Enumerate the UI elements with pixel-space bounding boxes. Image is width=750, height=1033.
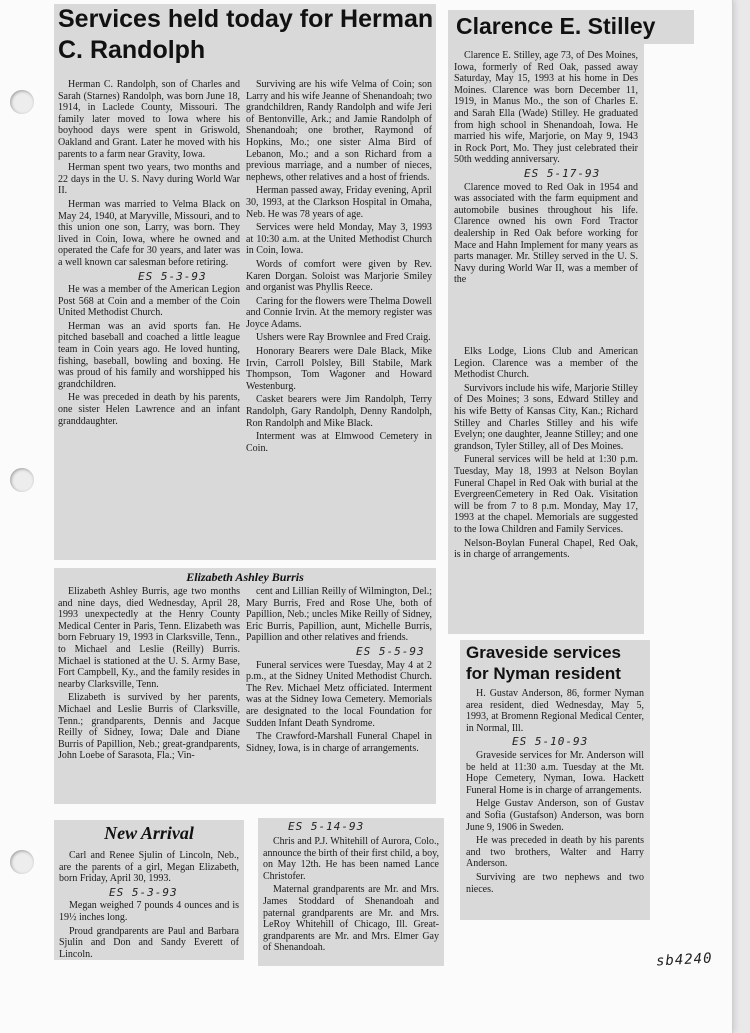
anderson-clipping [460, 640, 650, 920]
handwritten-date-note: ES 5-10-93 [512, 735, 589, 749]
paragraph: Casket bearers were Jim Randolph, Terry Randolph, Gary Randolph, Denny Randolph, Ron Randolph and Mike Black. [246, 394, 432, 429]
paragraph: Words of comfort were given by Rev. Karen Dorgan. Soloist was Marjorie Smiley and organist was Phyllis Reece. [246, 258, 432, 294]
paragraph: He was a member of the American Legion Post 568 at Coin and a member of the Coin United Methodist Church. [58, 284, 240, 319]
burris-right-column [246, 586, 432, 756]
randolph-left-column [58, 79, 240, 429]
paragraph: Nelson-Boylan Funeral Chapel, Red Oak, is in charge of arrangements. [454, 537, 638, 561]
new-arrival-column [59, 850, 239, 960]
paragraph: Funeral services will be held at 1:30 p.m. Tuesday, May 18, 1993 at Nelson Boylan Funeral Chapel in Red Oak with burial at the EvergreenCemetery in Red Oak. Visitation will be from 7 to 8 p.m. Monday, May 17, 1993 at the chapel. Memorials are suggested to the Iowa Children and Family Services. [454, 454, 638, 535]
anderson-headline: Graveside services for Nyman resident [466, 643, 622, 683]
paragraph: Chris and P.J. Whitehill of Aurora, Colo., announce the birth of their first child, a boy, on May 12th. He has been named Lance Christofer. [263, 836, 439, 882]
paragraph: Helge Gustav Anderson, son of Gustav and Sofia (Gustafson) Anderson, was born June 9, 1906 in Sweden. [466, 798, 644, 833]
handwritten-date-note: ES 5-17-93 [524, 166, 601, 180]
new-arrival-headline: New Arrival [104, 823, 194, 843]
paragraph: Elks Lodge, Lions Club and American Legion. Clarence was a member of the Methodist Church. [454, 346, 638, 381]
paragraph: The Crawford-Marshall Funeral Chapel in Sidney, Iowa, is in charge of arrangements. [246, 731, 432, 754]
new-arrival-clipping [54, 820, 244, 960]
handwritten-date-note: ES 5-5-93 [356, 644, 425, 658]
paragraph: Survivors include his wife, Marjorie Stilley of Des Moines; 3 sons, Edward Stilley and his wife Betty of Kansas City, Kan.; Richard Stilley and Charles Stilley and his wife Evelyn; one daughter, Jeanne Stilley; and one grandson, Tyler Stilley, all of Des Moines. [454, 382, 638, 452]
randolph-headline: Services held today for Herman C. Randolph [58, 5, 434, 64]
whitehill-clipping [258, 818, 444, 966]
burris-clipping [54, 568, 436, 804]
paragraph: Honorary Bearers were Dale Black, Mike Irvin, Carroll Polsley, Bill Stabile, Mark Thompson, Tom Wagoner and Howard Westenburg. [246, 346, 432, 392]
stilley-headline-box [448, 10, 694, 44]
paragraph: Clarence moved to Red Oak in 1954 and was associated with the farm equipment and automobile busines throughout his life. Clarence owned his own Ford Tractor dealership in Red Oak before working for Mace and Hahn Implement for many years as parts manager. Mr. Stilley served in the U. S. Navy during World War II, was a member of the [454, 181, 638, 286]
stilley-column-b [454, 346, 638, 563]
randolph-clipping [54, 4, 436, 560]
stilley-column-a [454, 50, 638, 288]
paragraph: Graveside services for Mr. Anderson will be held at 11:30 a.m. Tuesday at the Mt. Hope Cemetery, Nyman, Iowa. Hackett Funeral Home is in charge of arrangements. [466, 749, 644, 796]
punch-hole [10, 850, 34, 874]
punch-hole [10, 468, 34, 492]
anderson-column [466, 688, 644, 897]
stilley-clipping-part-2 [448, 344, 644, 634]
paragraph: Clarence E. Stilley, age 73, of Des Moines, Iowa, formerly of Red Oak, passed away Saturday, May 15, 1993 at his home in Des Moines. Clarence was born December 11, 1919, in Manus Mo., the son of Charles E. and Sarah Ella (Wade) Stilley. He graduated from high school in Shenandoah, Iowa. He married his wife, Marjorie, on May 9, 1943 in Rock Port, Mo. They just celebrated their 50th wedding anniversary. [454, 50, 638, 166]
burris-headline: Elizabeth Ashley Burris [186, 570, 304, 584]
paragraph: Herman passed away, Friday evening, April 30, 1993, at the Clarkson Hospital in Omaha, Neb. He was 78 years of age. [246, 185, 432, 220]
burris-left-column [58, 586, 240, 764]
paragraph: Elizabeth Ashley Burris, age two months and nine days, died Wednesday, April 28, 1993 unexpectedly at the Henry County Medical Center in Paris, Tenn. Elizabeth was born February 19, 1993 in Clarksville, Tenn., to Michael and Leslie (Reilly) Burris. Michael is stationed at the U. S. Army Base, Fort Campbell, Ky., and the family resides in nearby Clarksville, Tenn. [58, 586, 240, 690]
paragraph: cent and Lillian Reilly of Wilmington, Del.; Mary Burris, Fred and Rose Uhe, both of Papillion, Neb.; uncles Mike Reilly of Sidney, Eric Burris, Papillion, aunt, Michelle Burris, Papillion and other relatives and friends. [246, 586, 432, 644]
paragraph: Surviving are two nephews and two nieces. [466, 871, 644, 895]
handwritten-date-note: ES 5-3-93 [109, 885, 178, 899]
paragraph: Elizabeth is survived by her parents, Michael and Leslie Burris of Clarksville, Tenn.; grandparents, Dennis and Jacque Reilly of Sidney, Iowa; Dale and Diane Burris of Papillion, Neb.; great-grandparents, John Loebe of Sarasota, Fla.; Vin- [58, 692, 240, 762]
paragraph: Caring for the flowers were Thelma Dowell and Connie Irvin. At the memory register was Joyce Adams. [246, 295, 432, 330]
paragraph: He was preceded in death by his parents and two brothers, Walter and Harry Anderson. [466, 835, 644, 870]
stilley-headline: Clarence E. Stilley [456, 13, 656, 39]
paragraph: Services were held Monday, May 3, 1993 at 10:30 a.m. at the United Methodist Church in Coin, Iowa. [246, 222, 432, 257]
stilley-clipping-part-1 [448, 44, 644, 344]
paragraph: Interment was at Elmwood Cemetery in Coin. [246, 431, 432, 454]
paragraph: Herman was married to Velma Black on May 24, 1940, at Maryville, Missouri, and to this union one son, Larry, was born. They lived in Coin, Iowa, where he owned and operated the Cafe for 30 years, and later was a well known car salesman before retiring. [58, 198, 240, 268]
paragraph: H. Gustav Anderson, 86, former Nyman area resident, died Wednesday, May 5, 1993, at Bromenn Regional Medical Center, in Normal, Ill. [466, 688, 644, 734]
randolph-right-column [246, 79, 432, 456]
paragraph: He was preceded in death by his parents, one sister Helen Lawrence and an infant granddaughter. [58, 392, 240, 427]
paragraph: Herman spent two years, two months and 22 days in the U. S. Navy during World War II. [58, 162, 240, 197]
paragraph: Megan weighed 7 pounds 4 ounces and is 19½ inches long. [59, 900, 239, 923]
paragraph: Carl and Renee Sjulin of Lincoln, Neb., are the parents of a girl, Megan Elizabeth, born Friday, April 30, 1993. [59, 850, 239, 885]
punch-hole [10, 90, 34, 114]
paragraph: Herman C. Randolph, son of Charles and Sarah (Starnes) Randolph, was born June 18, 1914, in Laclede County, Missouri. The family later moved to Iowa where his boyhood days were spent in Griswold, Oakland and Grant. Later he moved with his parents to a farm near Gravity, Iowa. [58, 79, 240, 160]
paragraph: Proud grandparents are Paul and Barbara Sjulin and Don and Sandy Everett of Lincoln. [59, 925, 239, 960]
catalog-number: sb4240 [655, 950, 713, 970]
paragraph: Herman was an avid sports fan. He pitched baseball and coached a little league team in Coin years ago. He loved hunting, fishing, baseball, bowling and boxing. He was proud of his family and worshipped his grandchildren. [58, 320, 240, 390]
handwritten-date-note: ES 5-14-93 [288, 820, 365, 833]
handwritten-date-note: ES 5-3-93 [138, 269, 207, 283]
paragraph: Maternal grandparents are Mr. and Mrs. James Stoddard of Shenandoah and paternal grandparents are Mr. and Mrs. LeRoy Whitehill of Chicago, Ill. Great-grandparents are Mr. and Mrs. Elmer Gay of Shenandoah. [263, 884, 439, 954]
paragraph: Surviving are his wife Velma of Coin; son Larry and his wife Jeanne of Shenandoah; two grandchildren, Randy Randolph and wife Jeri of Bentonville, Ark.; and Jamie Randolph of Shenandoah; one brother, Raymond of Hopkins, Mo.; one sister Alma Bird of Lebanon, Mo.; and a son Richard from a previous marriage, and a number of nieces, nephews, other relatives and a host of friends. [246, 79, 432, 183]
paragraph: Funeral services were Tuesday, May 4 at 2 p.m., at the Sidney United Methodist Church. The Rev. Michael Metz officiated. Interment was at the Sidney Iowa Cemetery. Memorials are designated to the local Foundation for Sudden Infant Death Syndrome. [246, 659, 432, 729]
paragraph: Ushers were Ray Brownlee and Fred Craig. [256, 332, 431, 344]
whitehill-column [263, 836, 439, 956]
